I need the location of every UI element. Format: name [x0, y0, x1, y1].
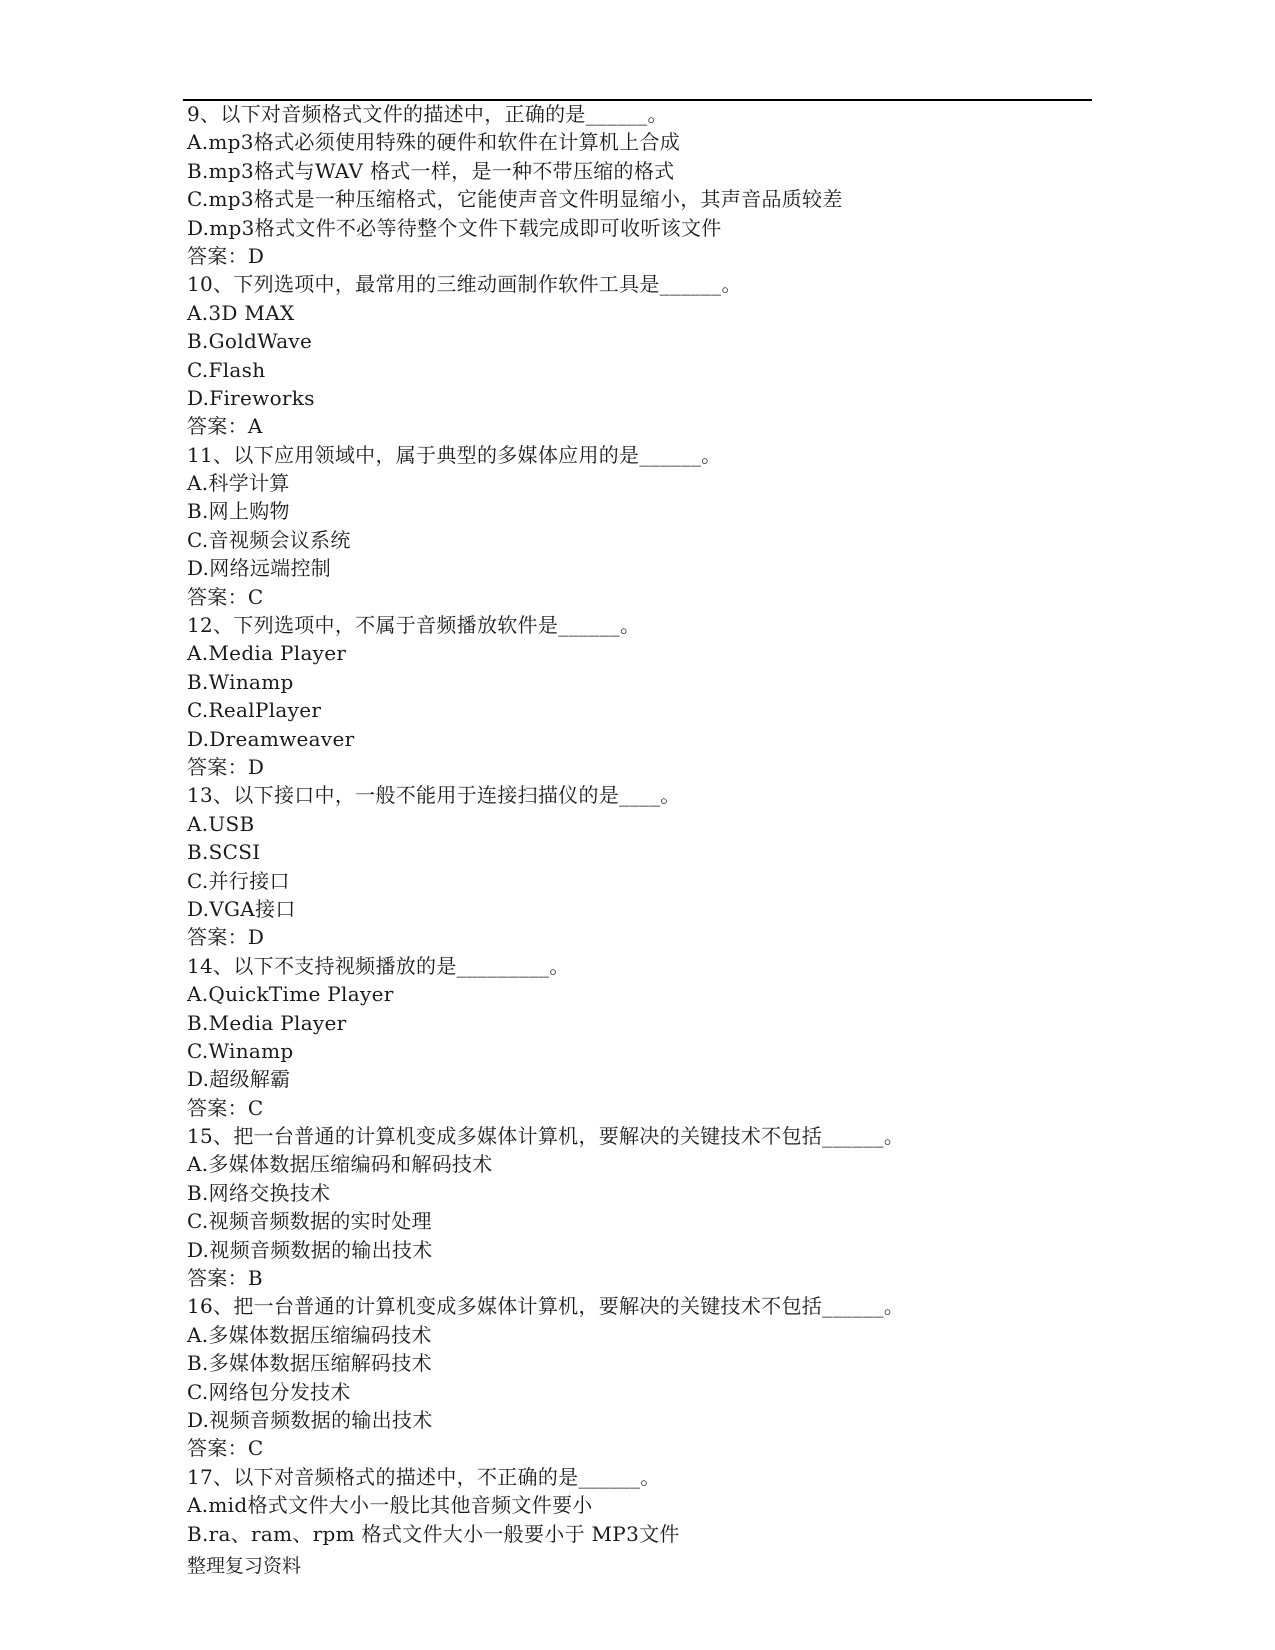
- question-text: 13、以下接口中，一般不能用于连接扫描仪的是____。: [187, 783, 681, 808]
- answer-text: 答案：B: [187, 1266, 263, 1291]
- option-c: C.网络包分发技术: [187, 1379, 351, 1404]
- answer-text: 答案：A: [187, 414, 263, 439]
- question-text: 17、以下对音频格式的描述中，不正确的是______。: [187, 1464, 661, 1489]
- option-b: B.ra、ram、rpm 格式文件大小一般要小于 MP3文件: [187, 1521, 680, 1546]
- option-c: C.音视频会议系统: [187, 527, 351, 552]
- option-a: A.QuickTime Player: [187, 982, 394, 1007]
- option-c: C.Flash: [187, 357, 266, 382]
- option-d: D.网络远端控制: [187, 556, 332, 581]
- option-d: D.Dreamweaver: [187, 726, 355, 751]
- option-a: A.mid格式文件大小一般比其他音频文件要小: [187, 1493, 593, 1518]
- page-footer: 整理复习资料: [187, 1555, 302, 1577]
- option-a: A.多媒体数据压缩编码技术: [187, 1322, 432, 1347]
- option-b: B.Winamp: [187, 669, 294, 694]
- option-b: B.GoldWave: [187, 329, 313, 354]
- option-d: D.Fireworks: [187, 385, 315, 410]
- option-c: C.Winamp: [187, 1038, 294, 1063]
- question-text: 10、下列选项中，最常用的三维动画制作软件工具是______。: [187, 272, 742, 297]
- option-d: D.视频音频数据的输出技术: [187, 1407, 433, 1432]
- option-c: C.并行接口: [187, 868, 290, 893]
- question-text: 11、以下应用领域中，属于典型的多媒体应用的是______。: [187, 442, 722, 467]
- question-text: 16、把一台普通的计算机变成多媒体计算机，要解决的关键技术不包括______。: [187, 1294, 905, 1319]
- option-b: B.网络交换技术: [187, 1180, 331, 1205]
- question-list: [187, 100, 1087, 1548]
- option-d: D.超级解霸: [187, 1067, 291, 1092]
- answer-text: 答案：D: [187, 754, 265, 779]
- answer-text: 答案：C: [187, 584, 264, 609]
- option-b: B.mp3格式与WAV 格式一样，是一种不带压缩的格式: [187, 158, 675, 183]
- option-b: B.多媒体数据压缩解码技术: [187, 1351, 432, 1376]
- option-a: A.3D MAX: [187, 300, 295, 325]
- option-b: B.SCSI: [187, 840, 261, 865]
- option-a: A.多媒体数据压缩编码和解码技术: [187, 1152, 493, 1177]
- question-text: 15、把一台普通的计算机变成多媒体计算机，要解决的关键技术不包括______。: [187, 1124, 905, 1149]
- option-a: A.USB: [187, 811, 255, 836]
- option-a: A.科学计算: [187, 471, 290, 496]
- option-d: D.mp3格式文件不必等待整个文件下载完成即可收听该文件: [187, 215, 722, 240]
- option-a: A.Media Player: [187, 641, 347, 666]
- question-text: 14、以下不支持视频播放的是_________。: [187, 953, 570, 978]
- option-b: B.Media Player: [187, 1010, 347, 1035]
- answer-text: 答案：C: [187, 1436, 264, 1461]
- option-a: A.mp3格式必须使用特殊的硬件和软件在计算机上合成: [187, 130, 681, 155]
- option-d: D.视频音频数据的输出技术: [187, 1237, 433, 1262]
- option-c: C.mp3格式是一种压缩格式，它能使声音文件明显缩小，其声音品质较差: [187, 187, 843, 212]
- answer-text: 答案：D: [187, 925, 265, 950]
- option-c: C.视频音频数据的实时处理: [187, 1209, 432, 1234]
- answer-text: 答案：D: [187, 243, 265, 268]
- option-d: D.VGA接口: [187, 896, 296, 921]
- option-b: B.网上购物: [187, 499, 290, 524]
- question-text: 9、以下对音频格式文件的描述中，正确的是______。: [187, 102, 668, 126]
- option-c: C.RealPlayer: [187, 698, 322, 723]
- answer-text: 答案：C: [187, 1095, 264, 1120]
- question-text: 12、下列选项中，不属于音频播放软件是______。: [187, 613, 641, 638]
